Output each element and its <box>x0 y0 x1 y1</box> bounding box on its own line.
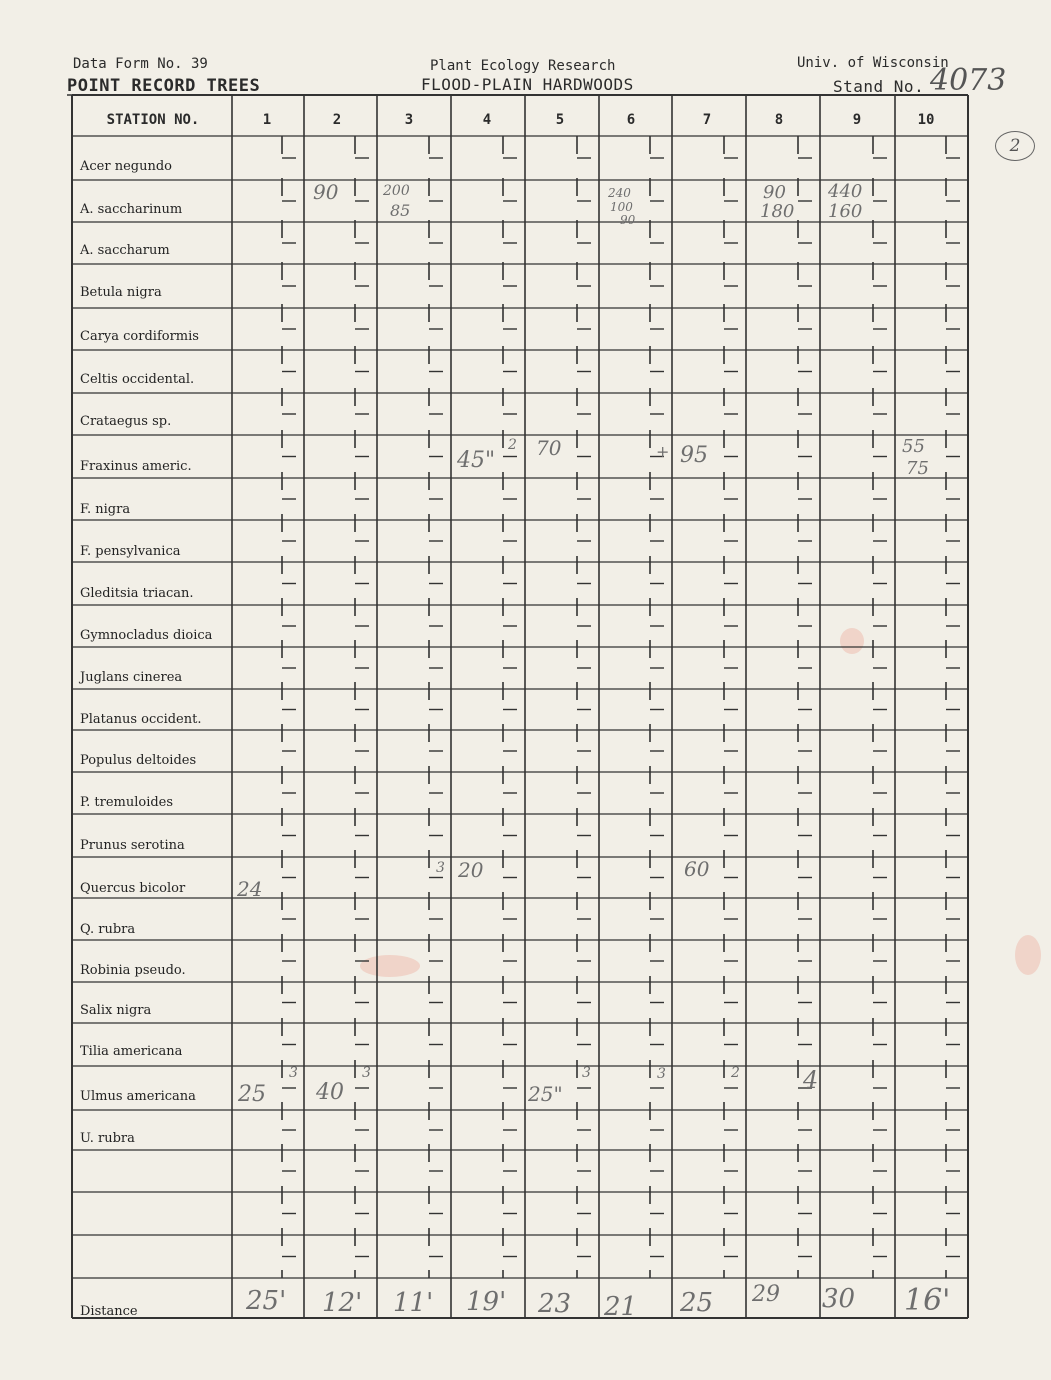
station-2: 2 <box>332 112 342 128</box>
entry-frax-10b: 75 <box>906 458 929 479</box>
record-title: POINT RECORD TREES <box>67 76 261 96</box>
species-a-saccharum: A. saccharum <box>80 243 170 258</box>
species-p-tremuloides: P. tremuloides <box>80 795 174 810</box>
distance-1: 25' <box>246 1286 287 1316</box>
station-9: 9 <box>852 112 862 128</box>
entry-ulm-6-quarter: 3 <box>657 1066 666 1082</box>
species-platanus: Platanus occident. <box>80 712 202 727</box>
distance-4: 19' <box>466 1287 507 1317</box>
entry-frax-5: 70 <box>536 436 562 460</box>
distance-5: 23 <box>538 1289 572 1319</box>
species-salix-nigra: Salix nigra <box>80 1003 152 1018</box>
station-7: 7 <box>702 112 712 128</box>
entry-quer-1: 24 <box>237 877 263 901</box>
species-betula-nigra: Betula nigra <box>80 285 162 300</box>
entry-ulm-1-quarter: 3 <box>289 1065 298 1081</box>
species-crataegus: Crataegus sp. <box>80 414 172 429</box>
entry-quer-7: 60 <box>684 857 710 881</box>
distance-3: 11' <box>393 1288 434 1318</box>
species-tilia-americana: Tilia americana <box>80 1044 183 1059</box>
entry-sacch-9a: 440 <box>828 181 863 202</box>
entry-ulm-1: 25 <box>238 1082 266 1107</box>
species-fraxinus-americana: Fraxinus americ. <box>80 459 192 474</box>
station-4: 4 <box>482 112 492 128</box>
entry-sacch-9b: 160 <box>828 201 863 222</box>
station-3: 3 <box>404 112 414 128</box>
entry-ulm-8: 4 <box>803 1066 819 1094</box>
species-populus-deltoides: Populus deltoides <box>80 753 197 768</box>
entry-sacch-2: 90 <box>313 180 339 204</box>
species-gleditsia: Gleditsia triacan. <box>80 586 194 601</box>
species-ulmus-americana: Ulmus americana <box>80 1089 196 1104</box>
form-subtitle: FLOOD-PLAIN HARDWOODS <box>421 75 634 94</box>
species-f-nigra: F. nigra <box>80 502 131 517</box>
stand-label: Stand No. <box>833 77 925 96</box>
species-robinia: Robinia pseudo. <box>80 963 186 978</box>
entry-ulm-2: 40 <box>316 1080 344 1105</box>
entry-frax-7: 95 <box>680 443 708 468</box>
species-quercus-bicolor: Quercus bicolor <box>80 881 186 896</box>
entry-sacch-8a: 90 <box>763 182 786 203</box>
entry-ulm-7-quarter: 2 <box>731 1065 740 1081</box>
entry-sacch-3b: 85 <box>390 201 411 220</box>
entry-frax-4: 45" <box>457 448 496 473</box>
entry-frax-6-quarter: + <box>656 442 670 461</box>
entry-quer-3-quarter: 3 <box>436 860 445 876</box>
distance-7: 25 <box>680 1288 714 1318</box>
distance-9: 30 <box>822 1284 856 1314</box>
station-8: 8 <box>774 112 784 128</box>
station-10: 10 <box>917 112 935 128</box>
entry-sacch-8b: 180 <box>760 201 795 222</box>
station-1: 1 <box>262 112 272 128</box>
station-6: 6 <box>626 112 636 128</box>
entry-sacch-6a: 240 <box>608 186 631 200</box>
circled-mark: 2 <box>995 131 1035 161</box>
distance-10: 16' <box>904 1283 951 1318</box>
entry-frax-4-quarter: 2 <box>508 437 517 453</box>
university: Univ. of Wisconsin <box>797 55 949 71</box>
species-prunus-serotina: Prunus serotina <box>80 838 185 853</box>
entry-ulm-5-quarter: 3 <box>582 1065 591 1081</box>
species-u-rubra: U. rubra <box>80 1131 135 1146</box>
entry-ulm-2-quarter: 3 <box>362 1065 371 1081</box>
distance-2: 12' <box>322 1288 363 1318</box>
species-carya-cordiformis: Carya cordiformis <box>80 329 199 344</box>
station-header: STATION NO. <box>106 112 200 128</box>
entry-quer-4: 20 <box>458 858 484 882</box>
station-5: 5 <box>555 112 565 128</box>
entry-ulm-5: 25" <box>528 1082 563 1106</box>
species-f-pensylvanica: F. pensylvanica <box>80 544 181 559</box>
species-a-saccharinum: A. saccharinum <box>80 202 183 217</box>
species-q-rubra: Q. rubra <box>80 922 136 937</box>
distance-6: 21 <box>604 1292 638 1322</box>
entry-frax-10a: 55 <box>902 436 925 457</box>
form-number: Data Form No. 39 <box>73 56 208 72</box>
distance-label: Distance <box>80 1304 138 1319</box>
distance-8: 29 <box>752 1282 780 1307</box>
species-gymnocladus: Gymnocladus dioica <box>80 628 213 643</box>
entry-sacch-3a: 200 <box>383 183 410 199</box>
species-acer-negundo: Acer negundo <box>80 159 172 174</box>
organization: Plant Ecology Research <box>430 58 616 74</box>
entry-sacch-6c: 90 <box>620 213 636 227</box>
entry-sacch-6b: 100 <box>610 200 633 214</box>
species-celtis-occidentalis: Celtis occidental. <box>80 372 195 387</box>
stand-number: 4073 <box>930 63 1007 98</box>
species-juglans: Juglans cinerea <box>80 670 183 685</box>
